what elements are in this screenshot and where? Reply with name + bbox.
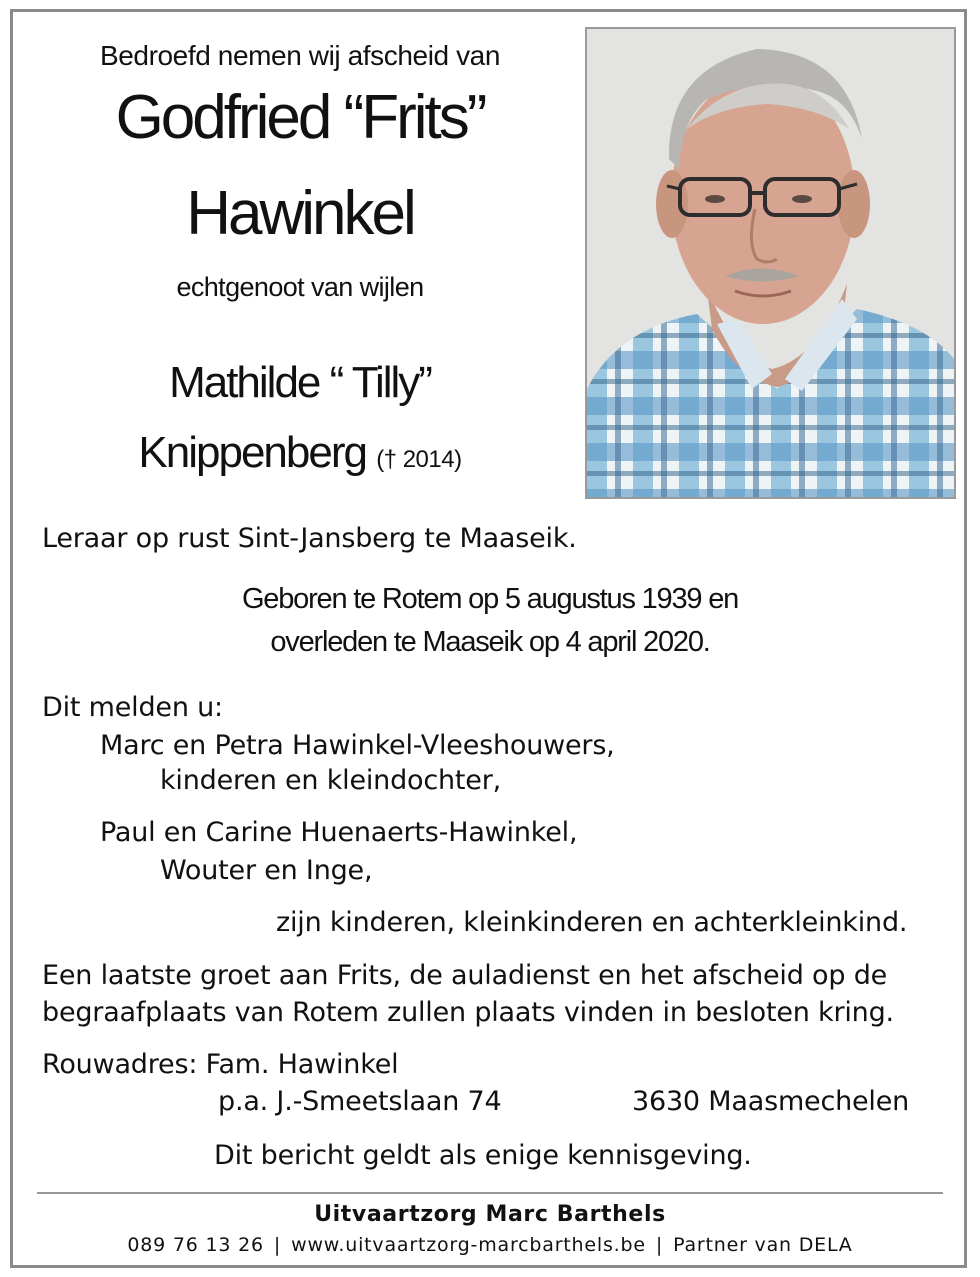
birth-text: Geboren te Rotem op 5 augustus 1939 en [241,583,739,615]
spouse-name-line2 [30,428,570,478]
partner-text: Partner van DELA [673,1234,853,1256]
spouse-intro: echtgenoot van wijlen [176,272,424,302]
notice-text: Dit bericht geldt als enige kennisgeving. [214,1140,752,1171]
spouse-name-line1: Mathilde “ Tilly” [169,358,431,407]
announce-text: Dit melden u: [42,692,223,723]
intro-text: Bedroefd nemen wij afscheid van [99,40,501,71]
ceremony-text-line1: Een laatste groet aan Frits, de auladienst en het afscheid op de [42,960,888,991]
separator: | [655,1234,664,1256]
death-text: overleden te Maaseik op 4 april 2020. [270,626,710,658]
closing-text: zijn kinderen, kleinkinderen en achterkleinkind. [276,907,908,938]
phone-number: 089 76 13 26 [127,1234,264,1256]
portrait-photo [585,27,956,499]
funeral-home-contact [37,1234,943,1256]
family-line: Marc en Petra Hawinkel-Vleeshouwers, [100,730,615,761]
spouse-death-year: († 2014) [376,446,462,473]
address-label: Rouwadres: Fam. Hawinkel [42,1049,399,1080]
separator: | [273,1234,282,1256]
family-line: Paul en Carine Huenaerts-Hawinkel, [100,817,578,848]
website-link[interactable]: www.uitvaartzorg-marcbarthels.be [291,1234,646,1256]
ceremony-text-line2: begraafplaats van Rotem zullen plaats vinden in besloten kring. [42,997,894,1028]
funeral-home-name: Uitvaartzorg Marc Barthels [314,1202,666,1227]
family-subline: kinderen en kleindochter, [160,765,501,796]
deceased-name-line2: Hawinkel [186,179,414,248]
deceased-name-line1: Godfried “Frits” [115,83,485,152]
family-subline: Wouter en Inge, [160,855,373,886]
footer-divider [37,1192,943,1194]
address-city: 3630 Maasmechelen [632,1086,910,1117]
spouse-surname: Knippenberg [138,428,366,477]
address-street: p.a. J.-Smeetslaan 74 [218,1086,502,1117]
occupation-text: Leraar op rust Sint-Jansberg te Maaseik. [42,523,577,554]
